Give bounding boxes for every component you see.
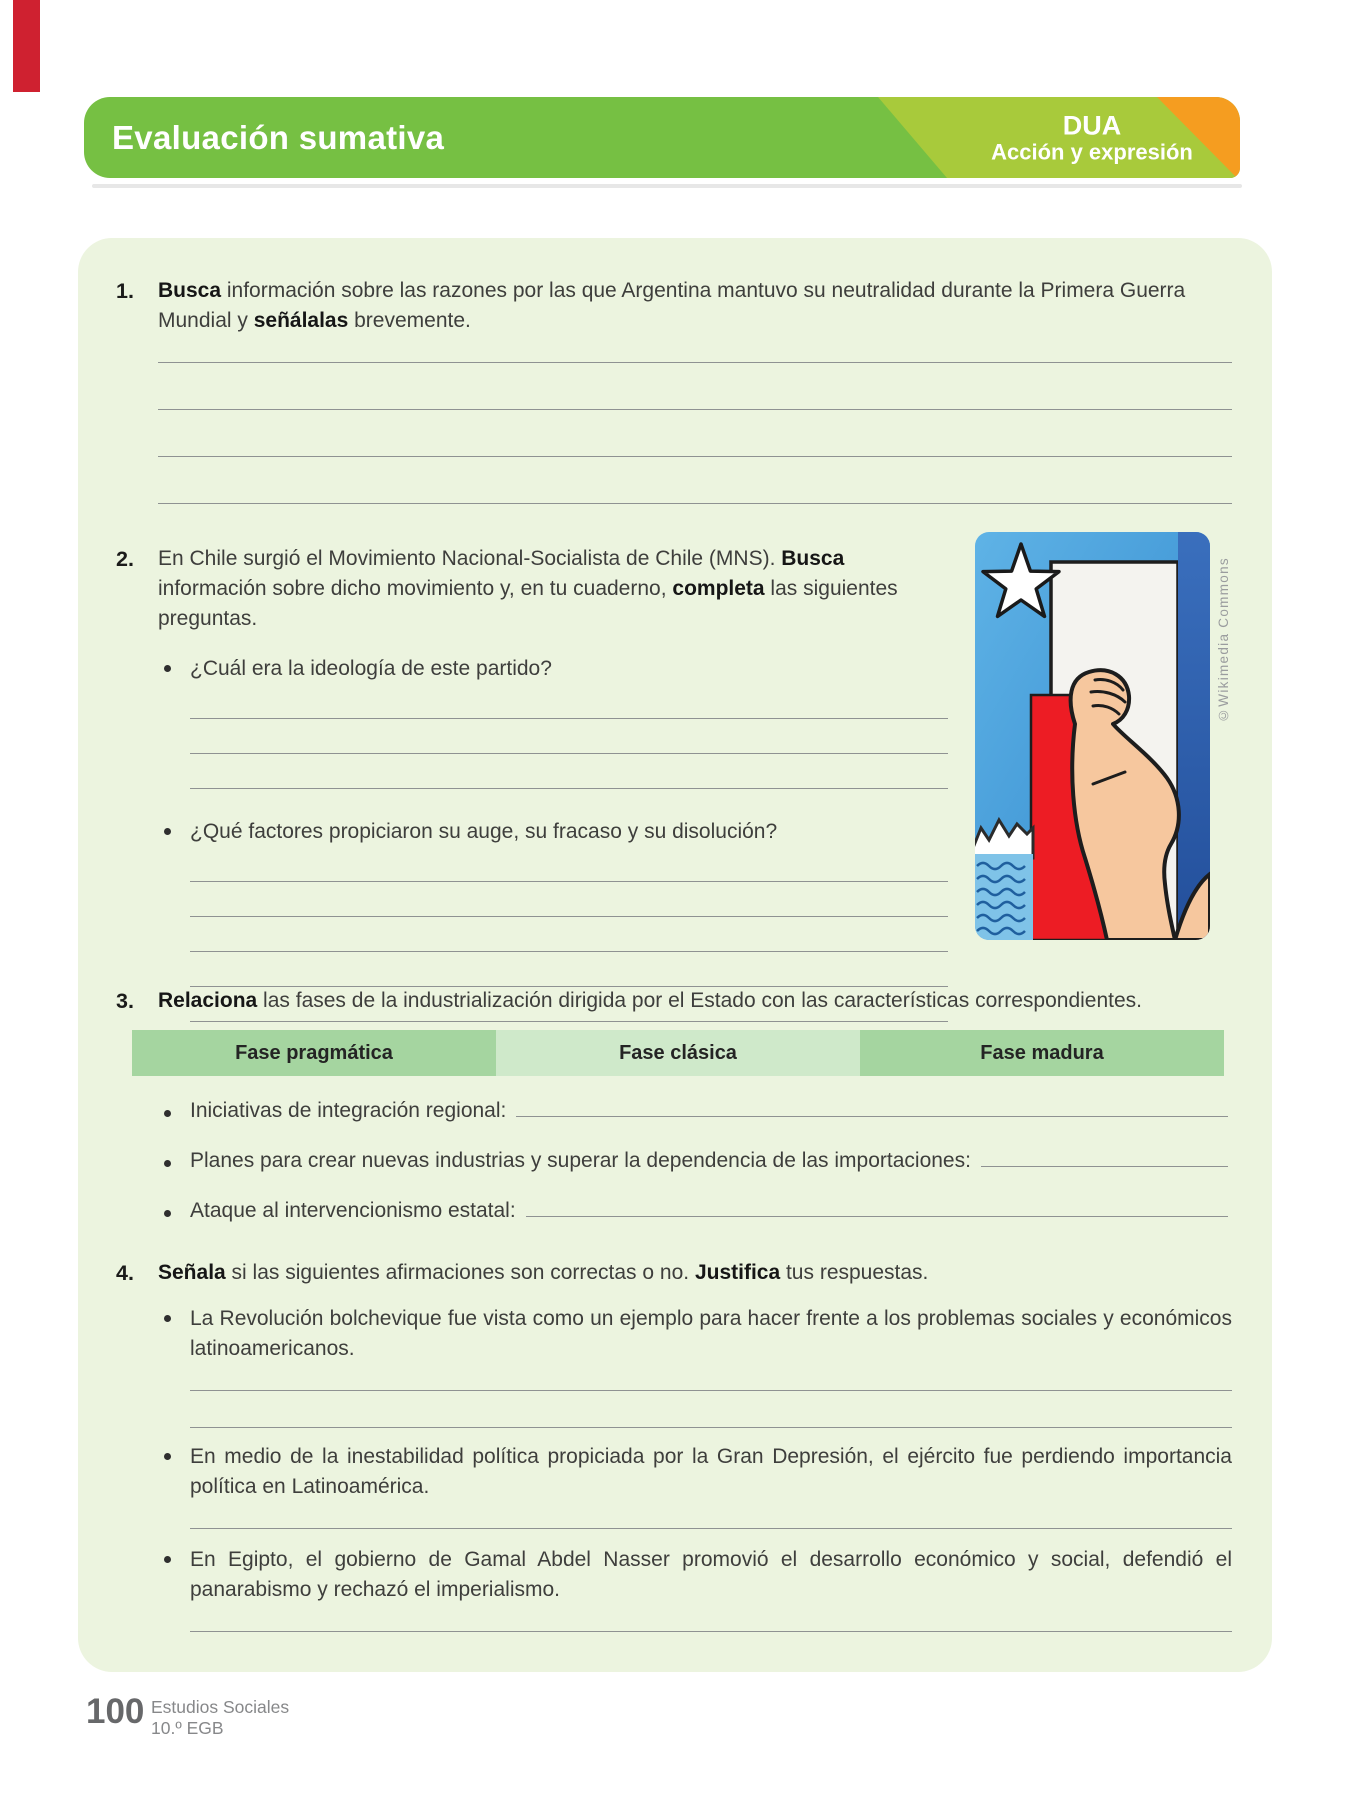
- answer-line: [190, 1631, 1232, 1632]
- phase-cell-madura: Fase madura: [860, 1030, 1224, 1076]
- question-text: Señala si las siguientes afirmaciones son correctas o no. Justifica tus respuestas.: [158, 1261, 929, 1284]
- answer-line: [516, 1094, 1228, 1117]
- bullet-dot-icon: [152, 1304, 190, 1364]
- answer-line: [190, 881, 948, 882]
- dua-badge: [970, 110, 1214, 165]
- statement-item: [152, 1442, 1232, 1502]
- question-number: 3.: [116, 989, 134, 1013]
- unit-color-tab: [13, 0, 40, 92]
- page-title: Evaluación sumativa: [112, 118, 445, 156]
- match-item: [152, 1194, 1232, 1226]
- answer-line: [190, 916, 948, 917]
- answer-line: [158, 409, 1232, 410]
- phase-cell-clasica: Fase clásica: [496, 1030, 860, 1076]
- answer-line: [190, 1390, 1232, 1391]
- question-text: Relaciona las fases de la industrialización dirigida por el Estado con las características correspondientes.: [158, 989, 1143, 1012]
- question-text: Busca información sobre las razones por las que Argentina mantuvo su neutralidad durante la Primera Guerra Mundial y señálalas brevemente.: [158, 279, 1186, 332]
- bold-verb: Señala: [158, 1261, 226, 1284]
- phases-table: [132, 1030, 1224, 1076]
- image-credit: ©Wikimedia Commons: [1216, 557, 1231, 723]
- dua-badge-title: DUA: [1062, 110, 1122, 141]
- answer-line: [190, 1427, 1232, 1428]
- banner-shadow-line: [92, 184, 1242, 188]
- statement-text: En medio de la inestabilidad política propiciada por la Gran Depresión, el ejército fue perdiendo importancia política en Latinoamérica.: [190, 1445, 1232, 1498]
- match-item-label: Planes para crear nuevas industrias y superar la dependencia de las importaciones:: [190, 1149, 971, 1172]
- bold-verb: Justifica: [694, 1261, 781, 1284]
- bold-verb: Relaciona: [158, 989, 258, 1012]
- question-text: En Chile surgió el Movimiento Nacional-Socialista de Chile (MNS). Busca información sobre dicho movimiento y, en tu cuaderno, completa las siguientes preguntas.: [158, 547, 898, 630]
- question-3: [116, 986, 1232, 1226]
- answer-line: [158, 362, 1232, 363]
- bold-verb: señálalas: [253, 309, 349, 332]
- answer-line: [190, 753, 948, 754]
- answer-line: [981, 1144, 1228, 1167]
- answer-line: [190, 718, 948, 719]
- answer-line: [190, 1528, 1232, 1529]
- footer-grade: 10.º EGB: [151, 1718, 224, 1739]
- bold-verb: Busca: [781, 547, 845, 570]
- question-number: 2.: [116, 547, 134, 571]
- bullet-dot-icon: [152, 1099, 190, 1117]
- bullet-dot-icon: [152, 817, 190, 847]
- statement-item: [152, 1304, 1232, 1364]
- bold-verb: completa: [672, 577, 765, 600]
- footer-subject: Estudios Sociales: [151, 1697, 290, 1717]
- question-1: [116, 276, 1232, 504]
- bold-verb: Busca: [158, 279, 222, 302]
- question-number: 4.: [116, 1261, 134, 1285]
- dua-badge-subtitle: Acción y expresión: [991, 139, 1193, 165]
- bullet-dot-icon: [152, 654, 190, 684]
- mns-flag-illustration: [975, 532, 1210, 940]
- question-4: [116, 1258, 1232, 1632]
- answer-line: [526, 1194, 1228, 1217]
- phase-cell-pragmatica: Fase pragmática: [132, 1030, 496, 1076]
- bullet-dot-icon: [152, 1149, 190, 1167]
- match-item-label: Iniciativas de integración regional:: [190, 1099, 507, 1122]
- question-number: 1.: [116, 279, 134, 303]
- header-banner: [84, 97, 1240, 178]
- statement-text: En Egipto, el gobierno de Gamal Abdel Nasser promovió el desarrollo económico y social, defendió el panarabismo y rechazó el imperialismo.: [190, 1548, 1232, 1601]
- match-item: [152, 1094, 1232, 1126]
- bullet-dot-icon: [152, 1442, 190, 1502]
- answer-line: [158, 456, 1232, 457]
- sub-question-text: ¿Qué factores propiciaron su auge, su fracaso y su disolución?: [190, 820, 778, 843]
- footer-book-info: [151, 1697, 289, 1740]
- match-item: [152, 1144, 1232, 1176]
- answer-line: [158, 503, 1232, 504]
- bullet-dot-icon: [152, 1199, 190, 1217]
- match-item-label: Ataque al intervencionismo estatal:: [190, 1199, 516, 1222]
- answer-line: [190, 951, 948, 952]
- statement-text: La Revolución bolchevique fue vista como un ejemplo para hacer frente a los problemas sociales y económicos latinoamericanos.: [190, 1307, 1232, 1360]
- worksheet-panel: [78, 238, 1272, 1672]
- answer-line: [190, 788, 948, 789]
- sub-question-text: ¿Cuál era la ideología de este partido?: [190, 657, 552, 680]
- footer-page-number: 100: [86, 1692, 145, 1731]
- statement-item: [152, 1545, 1232, 1605]
- bullet-dot-icon: [152, 1545, 190, 1605]
